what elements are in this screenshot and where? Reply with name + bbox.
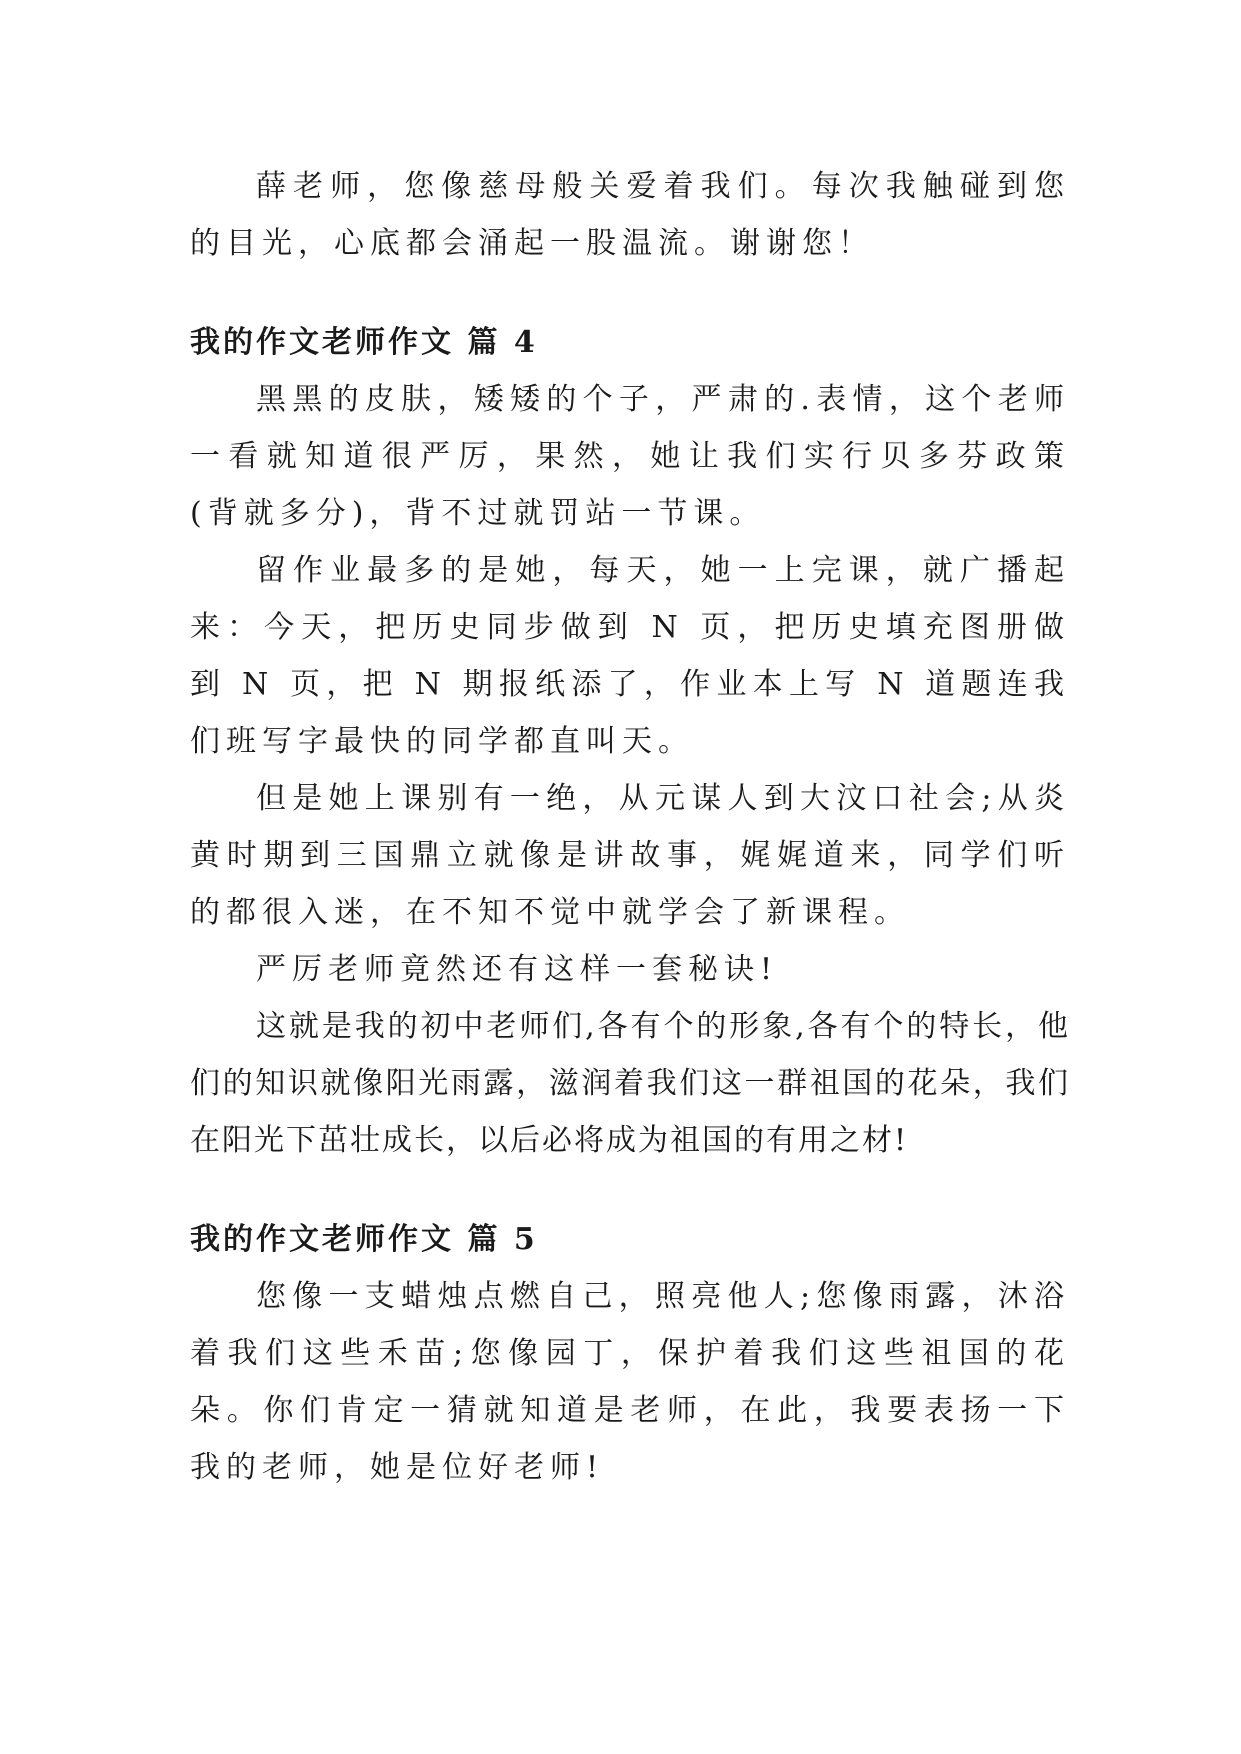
paragraph-strict-teacher: 黑黑的皮肤，矮矮的个子，严肃的.表情，这个老师一看就知道很严厉，果然，她让我们实行贝多芬政策(背就多分)，背不过就罚站一节课。 — [190, 382, 1070, 531]
paragraph-candle: 您像一支蜡烛点燃自己，照亮他人;您像雨露，沐浴着我们这些禾苗;您像园丁，保护着我们这些祖国的花朵。你们肯定一猜就知道是老师，在此，我要表扬一下我的老师，她是位好老师! — [190, 1279, 1070, 1485]
paragraph-homework: 留作业最多的是她，每天，她一上完课，就广播起来：今天，把历史同步做到 N 页，把历史填充图册做到 N 页，把 N 期报纸添了，作业本上写 N 道题连我们班写字最快的同学都直叫天。 — [190, 553, 1070, 759]
paragraph-middle-school-teachers: 这就是我的初中老师们,各有个的形象,各有个的特长，他们的知识就像阳光雨露，滋润着我们这一群祖国的花朵，我们在阳光下茁壮成长，以后必将成为祖国的有用之材! — [190, 1009, 1070, 1158]
section-gap — [190, 272, 1070, 314]
paragraph-teacher-xue: 薛老师，您像慈母般关爱着我们。每次我触碰到您的目光，心底都会涌起一股温流。谢谢您！ — [190, 169, 1070, 261]
document-body — [190, 158, 1070, 1496]
section-gap — [190, 1169, 1070, 1211]
paragraph-history-class: 但是她上课别有一绝，从元谋人到大汶口社会;从炎黄时期到三国鼎立就像是讲故事，娓娓道来，同学们听的都很入迷，在不知不觉中就学会了新课程。 — [190, 781, 1070, 930]
paragraph-secret: 严厉老师竟然还有这样一套秘诀! — [256, 952, 779, 987]
section-heading-4: 我的作文老师作文 篇 4 — [190, 325, 538, 360]
section-heading-5: 我的作文老师作文 篇 5 — [190, 1222, 538, 1257]
